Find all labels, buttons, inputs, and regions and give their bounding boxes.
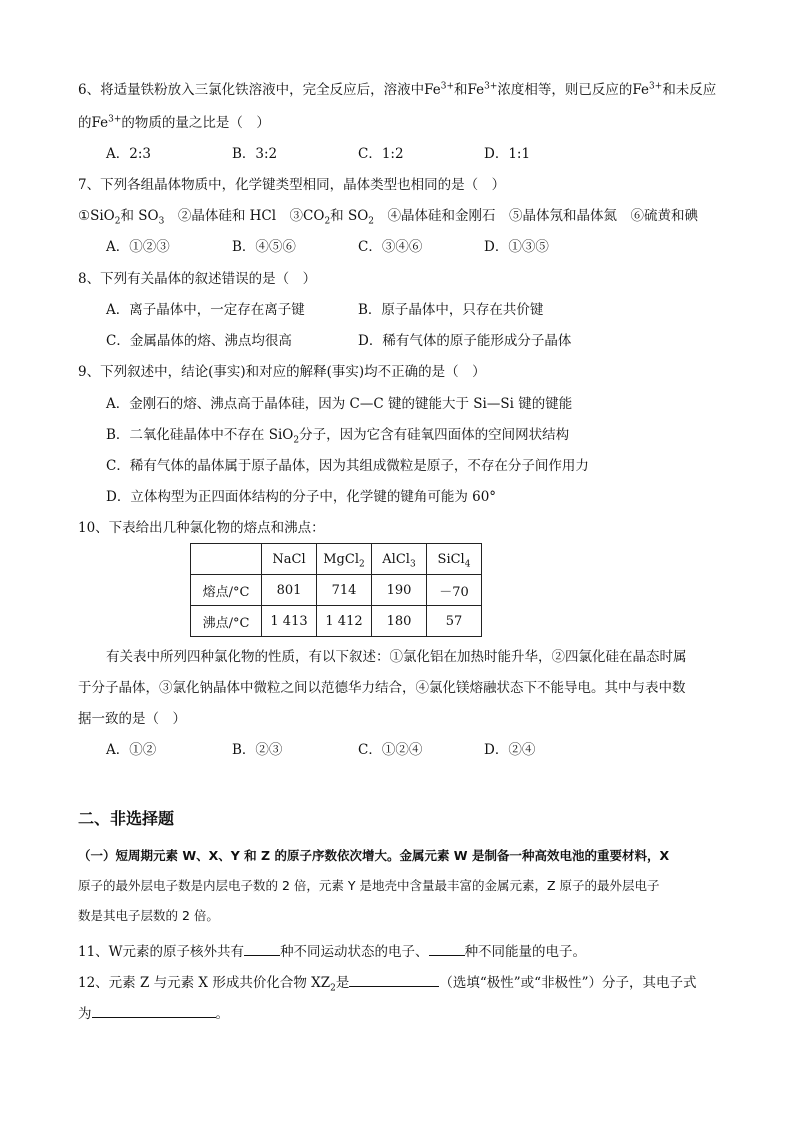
q9-option-b-sub: 2	[293, 435, 300, 446]
q9-option-b-text-b: 分子，因为它含有硅氧四面体的空间网状结构	[299, 427, 570, 443]
q6-stem-text-a: 6、将适量铁粉放入三氯化铁溶液中，完全反应后，溶液中Fe	[78, 82, 441, 98]
q12-line1	[78, 972, 696, 993]
table-cell: 190	[372, 575, 427, 606]
q12-text-d: 为	[78, 1006, 92, 1022]
table-cell: 714	[317, 575, 372, 606]
q7-items-b: 和 SO	[120, 208, 159, 224]
q7-sub-2: 3	[158, 216, 165, 227]
q10-para-line3: 据一致的是（ ）	[78, 711, 186, 727]
q7-items-c: ②晶体硅和 HCl ③CO	[164, 208, 325, 224]
q12-text-a: 12、元素 Z 与元素 X 形成共价化合物 XZ	[78, 975, 331, 991]
q6-option-d[interactable]: D．1:1	[484, 146, 531, 162]
q7-stem: 7、下列各组晶体物质中，化学键类型相同，晶体类型也相同的是（ ）	[78, 177, 506, 193]
q9-option-c[interactable]: C．稀有气体的晶体属于原子晶体，因为其组成微粒是原子，不存在分子间作用力	[106, 458, 589, 474]
q6-option-a[interactable]: A．2:3	[106, 146, 151, 162]
q10-para-line2: 于分子晶体，③氯化钠晶体中微粒之间以范德华力结合，④氯化镁熔融状态下不能导电。其中与表中数	[78, 680, 686, 696]
q7-option-d[interactable]: D．①③⑤	[484, 239, 549, 255]
q7-option-a[interactable]: A．①②③	[106, 239, 170, 255]
table-cell: －70	[427, 575, 482, 606]
q9-option-d[interactable]: D．立体构型为正四面体结构的分子中，化学键的键角可能为 60°	[106, 489, 497, 505]
q7-sub-1: 2	[114, 216, 121, 227]
q11	[78, 941, 586, 962]
q6-sup-4: 3+	[108, 114, 122, 125]
header-alcl: AlCl	[382, 551, 410, 567]
table-header-cell	[191, 544, 262, 575]
q6-stem-text-d: 和未反应	[662, 82, 717, 98]
header-sicl: SiCl	[437, 551, 465, 567]
table-cell: 1 412	[317, 606, 372, 637]
q10-option-d[interactable]: D．②④	[484, 742, 536, 758]
q12-sub: 2	[330, 983, 336, 994]
q10-option-a[interactable]: A．①②	[106, 742, 157, 758]
header-mgcl-sub: 2	[359, 559, 365, 570]
q6-option-c[interactable]: C．1:2	[358, 146, 404, 162]
q6-sup-2: 3+	[484, 81, 498, 92]
q8-option-c[interactable]: C．金属晶体的熔、沸点均很高	[106, 333, 292, 349]
q6-option-b[interactable]: B．3:2	[232, 146, 278, 162]
q8-option-b[interactable]: B．原子晶体中，只存在共价键	[358, 302, 544, 318]
q6-sup-1: 3+	[440, 81, 454, 92]
q7-option-c[interactable]: C．③④⑥	[358, 239, 423, 255]
q6-stem-line2	[78, 113, 270, 133]
q12-blank-electron-formula[interactable]	[92, 1003, 216, 1018]
table-cell: 沸点/°C	[191, 606, 262, 637]
q12-line2	[78, 1003, 229, 1024]
table-cell: 180	[372, 606, 427, 637]
table-cell: 熔点/°C	[191, 575, 262, 606]
table-header-cell	[372, 544, 427, 575]
q6-stem-text-c: 浓度相等，则已反应的Fe	[497, 82, 650, 98]
q12-blank-polarity[interactable]	[349, 972, 439, 987]
q7-items	[78, 206, 698, 226]
q10-option-b[interactable]: B．②③	[232, 742, 283, 758]
q12-text-e: 。	[215, 1006, 229, 1022]
header-nacl: NaCl	[272, 551, 306, 567]
q6-stem-line1	[78, 80, 716, 100]
q8-option-d[interactable]: D．稀有气体的原子能形成分子晶体	[358, 333, 572, 349]
table-row	[191, 606, 482, 637]
q7-items-a: ①SiO	[78, 208, 115, 224]
section2-intro-text1: （一）短周期元素 W、X、Y 和 Z 的原子序数依次增大。金属元素 W 是制备一种高效电池的重要材料，X	[78, 848, 670, 863]
q9-stem: 9、下列叙述中，结论(事实)和对应的解释(事实)均不正确的是（ ）	[78, 364, 486, 380]
q12-text-b: 是	[335, 975, 350, 991]
q10-para-line1: 有关表中所列四种氯化物的性质，有以下叙述：①氯化铝在加热时能升华，②四氯化硅在晶态时属	[106, 649, 687, 665]
q6-sup-3: 3+	[649, 81, 663, 92]
q6-line2-text-a: 的Fe	[78, 115, 109, 131]
q9-option-b[interactable]	[106, 425, 569, 445]
section2-intro-line1	[78, 846, 669, 866]
q7-items-e: ④晶体硅和金刚石 ⑤晶体氖和晶体氮 ⑥硫黄和碘	[374, 208, 699, 224]
table-header-row	[191, 544, 482, 575]
table-header-cell	[262, 544, 317, 575]
q11-text-a: 11、W元素的原子核外共有	[78, 944, 245, 960]
q7-sub-4: 2	[368, 216, 375, 227]
q11-blank-2[interactable]	[429, 941, 465, 956]
q8-option-a[interactable]: A．离子晶体中，一定存在离子键	[106, 302, 305, 318]
chloride-properties-table	[190, 543, 482, 637]
q11-text-b: 种不同运动状态的电子、	[280, 944, 429, 960]
section-title: 二、非选择题	[78, 809, 175, 828]
section2-intro-line2: 原子的最外层电子数是内层电子数的 2 倍，元素 Y 是地壳中含量最丰富的金属元素，Z 原子的最外层电子	[78, 878, 660, 893]
q7-items-d: 和 SO	[330, 208, 369, 224]
section2-intro-line3: 数是其电子层数的 2 倍。	[78, 908, 219, 923]
q12-text-c: （选填“极性”或“非极性”）分子，其电子式	[439, 975, 697, 991]
table-cell: 801	[262, 575, 317, 606]
q6-line2-text-b: 的物质的量之比是（ ）	[121, 115, 270, 131]
header-alcl-sub: 3	[409, 559, 416, 570]
header-sicl-sub: 4	[464, 559, 471, 570]
q9-option-a[interactable]: A．金刚石的熔、沸点高于晶体硅，因为 C—C 键的键能大于 Si—Si 键的键能	[106, 396, 573, 412]
q7-sub-3: 2	[324, 216, 331, 227]
q10-stem: 10、下表给出几种氯化物的熔点和沸点：	[78, 520, 325, 536]
header-mgcl: MgCl	[323, 551, 359, 567]
table-header-cell	[317, 544, 372, 575]
q11-blank-1[interactable]	[244, 941, 280, 956]
q9-option-b-text-a: B．二氧化硅晶体中不存在 SiO	[106, 427, 294, 443]
q10-option-c[interactable]: C．①②④	[358, 742, 423, 758]
table-cell: 1 413	[262, 606, 317, 637]
table-cell: 57	[427, 606, 482, 637]
q11-text-c: 种不同能量的电子。	[464, 944, 587, 960]
q6-stem-text-b: 和Fe	[454, 82, 485, 98]
table-row	[191, 575, 482, 606]
q7-option-b[interactable]: B．④⑤⑥	[232, 239, 296, 255]
q8-stem: 8、下列有关晶体的叙述错误的是（ ）	[78, 271, 317, 287]
table-header-cell	[427, 544, 482, 575]
